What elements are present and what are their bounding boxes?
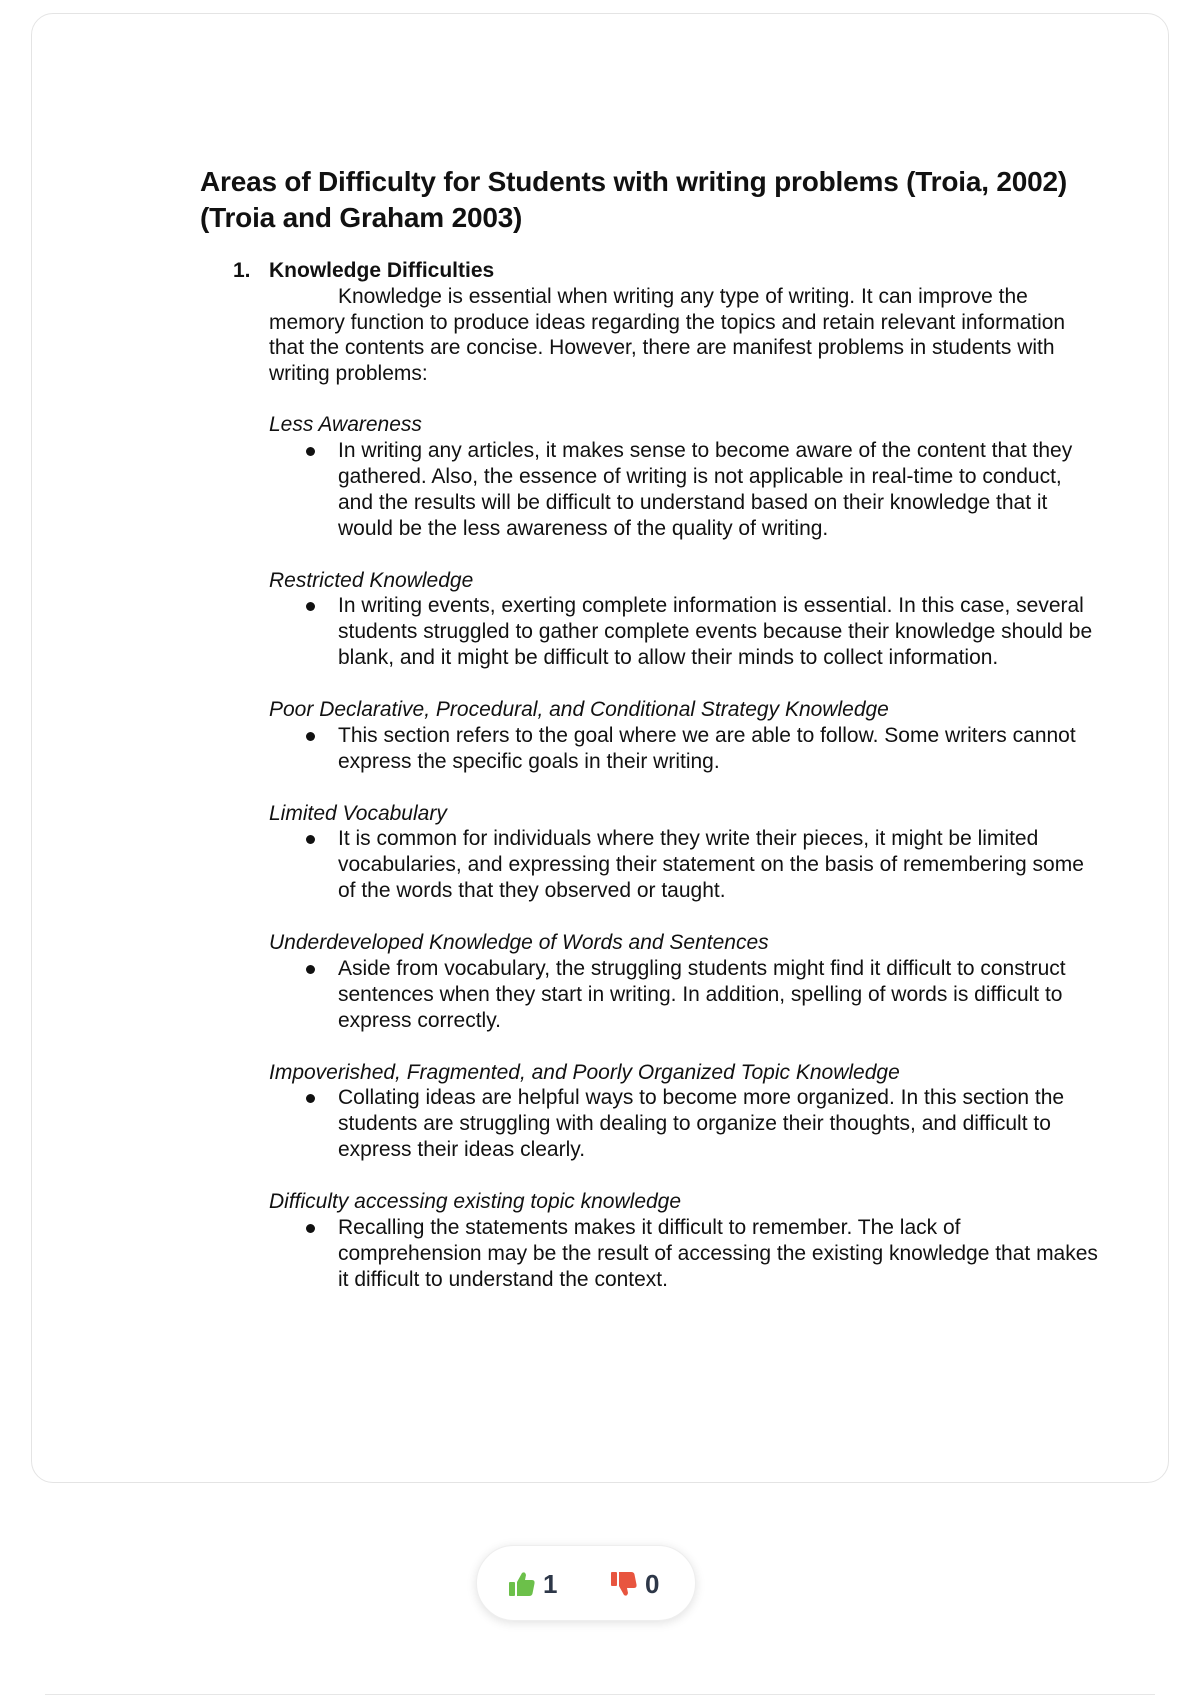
subsection: [269, 697, 1100, 775]
subsection-heading: Poor Declarative, Procedural, and Conditional Strategy Knowledge: [269, 698, 889, 721]
bullet-text: Collating ideas are helpful ways to become more organized. In this section the students are struggling with dealing to organize their thoughts, and difficult to express their ideas clearly.: [338, 1086, 1065, 1161]
bullet-icon: [306, 835, 315, 844]
bullet-text: Aside from vocabulary, the struggling students might find it difficult to construct sentences when they start in writing. In addition, spelling of words is difficult to express correctly.: [338, 956, 1066, 1032]
bullet-icon: [306, 1224, 315, 1233]
downvote-button[interactable]: [609, 1566, 659, 1602]
subsection-heading: Restricted Knowledge: [269, 568, 474, 592]
bullet-text: It is common for individuals where they write their pieces, it might be limited vocabularies, and expressing their statement on the basis of remembering some of the words that they observed or taught.: [338, 827, 1084, 902]
bullet-text: In writing events, exerting complete information is essential. In this case, several students struggled to gather complete events because their knowledge should be blank, and it might be difficult to allow their minds to collect information.: [338, 594, 1093, 669]
subsection-heading: Underdeveloped Knowledge of Words and Sentences: [269, 931, 769, 954]
document-card: [31, 13, 1169, 1483]
bullet-item: [269, 826, 1100, 904]
downvote-count: 0: [645, 1568, 660, 1599]
bullet-icon: [306, 732, 315, 741]
bullet-item: [269, 956, 1100, 1034]
subsection: [269, 1060, 1100, 1164]
upvote-button[interactable]: [507, 1566, 557, 1602]
subsection-heading: Difficulty accessing existing topic knowledge: [269, 1190, 682, 1213]
subsection: [269, 1189, 1100, 1293]
section-heading: Knowledge Difficulties: [269, 259, 495, 282]
bullet-item: [269, 593, 1100, 671]
bullet-text: This section refers to the goal where we are able to follow. Some writers cannot express the specific goals in their writing.: [338, 723, 1076, 773]
bullet-item: [269, 1085, 1100, 1163]
subsection: [269, 930, 1100, 1034]
upvote-count: 1: [543, 1568, 558, 1599]
section-number: 1.: [233, 259, 251, 282]
bullet-text: In writing any articles, it makes sense to become aware of the content that they gathered. Also, the essence of writing is not applicable in real-time to conduct, and the results will be difficult to understand based on their knowledge that it would be the less awareness of the quality of writing.: [338, 438, 1073, 540]
bullet-icon: [306, 965, 315, 974]
bullet-item: [269, 723, 1100, 775]
document-title: Areas of Difficulty for Students with writing problems (Troia, 2002) (Troia and Graham 2003): [200, 166, 1067, 233]
divider: [45, 1694, 1155, 1695]
bullet-text: Recalling the statements makes it difficult to remember. The lack of comprehension may be the result of accessing the existing knowledge that makes it difficult to understand the context.: [338, 1215, 1098, 1291]
subsection-heading: Limited Vocabulary: [269, 801, 447, 825]
subsection: [269, 801, 1100, 905]
section-knowledge-difficulties: [200, 258, 1100, 1293]
bullet-icon: [306, 602, 315, 611]
subsection: [269, 568, 1100, 672]
thumbs-down-icon: [609, 1569, 639, 1599]
subsection-heading: Impoverished, Fragmented, and Poorly Organized Topic Knowledge: [269, 1060, 900, 1084]
vote-bar: [476, 1545, 696, 1621]
bullet-item: [269, 1215, 1100, 1293]
thumbs-up-icon: [507, 1569, 537, 1599]
bullet-icon: [306, 1094, 315, 1103]
subsection-heading: Less Awareness: [269, 413, 422, 436]
subsection: [269, 412, 1100, 542]
bullet-icon: [306, 447, 315, 456]
document-content: [200, 164, 1100, 1319]
section-intro: Knowledge is essential when writing any type of writing. It can improve the memory function to produce ideas regarding the topics and retain relevant information that the contents are concise. However, there are manifest problems in students with writing problems:: [269, 285, 1066, 385]
bullet-item: [269, 438, 1100, 542]
